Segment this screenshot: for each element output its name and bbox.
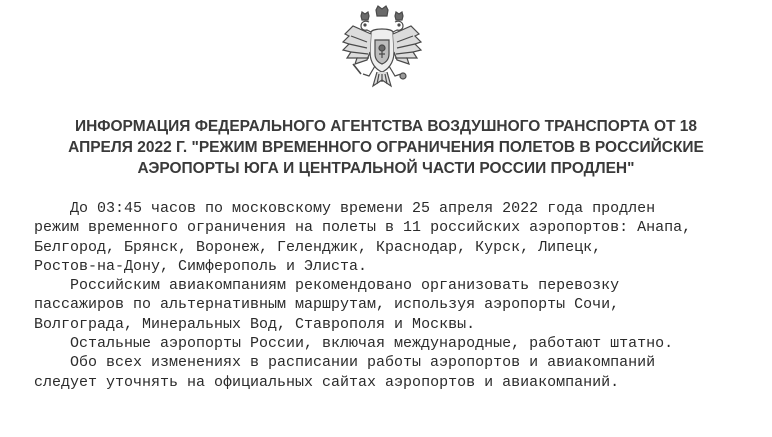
body-line: следует уточнять на официальных сайтах аэропортов и авиакомпаний. — [34, 373, 620, 391]
title-line-2: АПРЕЛЯ 2022 Г. "РЕЖИМ ВРЕМЕННОГО ОГРАНИЧЕНИЯ ПОЛЕТОВ В РОССИЙСКИЕ — [68, 139, 704, 156]
body-line: До 03:45 часов по московскому времени 25 апреля 2022 года продлен — [70, 200, 656, 217]
body-line: Белгород, Брянск, Воронеж, Геленджик, Краснодар, Курск, Липецк, — [34, 238, 602, 256]
body-line: Остальные аэропорты России, включая международные, работают штатно. — [70, 335, 674, 353]
body-line: Российским авиакомпаниям рекомендовано организовать перевозку — [70, 277, 620, 295]
body-line: пассажиров по альтернативным маршрутам, используя аэропорты Сочи, — [34, 296, 620, 314]
title-line-1: ИНФОРМАЦИЯ ФЕДЕРАЛЬНОГО АГЕНТСТВА ВОЗДУШНОГО ТРАНСПОРТА ОТ 18 — [74, 118, 698, 135]
title-line-3: АЭРОПОРТЫ ЮГА И ЦЕНТРАЛЬНОЙ ЧАСТИ РОССИИ ПРОДЛЕН" — [137, 160, 635, 177]
body-line: Волгограда, Минеральных Вод, Ставрополя и Москвы. — [34, 315, 476, 333]
body-line: режим временного ограничения на полеты в 11 российских аэропортов: Анапа, — [34, 219, 692, 237]
document-body — [34, 199, 754, 392]
body-line: Ростов-на-Дону, Симферополь и Элиста. — [34, 257, 368, 275]
document-title — [20, 116, 752, 179]
body-line: Обо всех изменениях в расписании работы аэропортов и авиакомпаний — [70, 354, 656, 372]
coat-of-arms-icon — [339, 4, 425, 94]
